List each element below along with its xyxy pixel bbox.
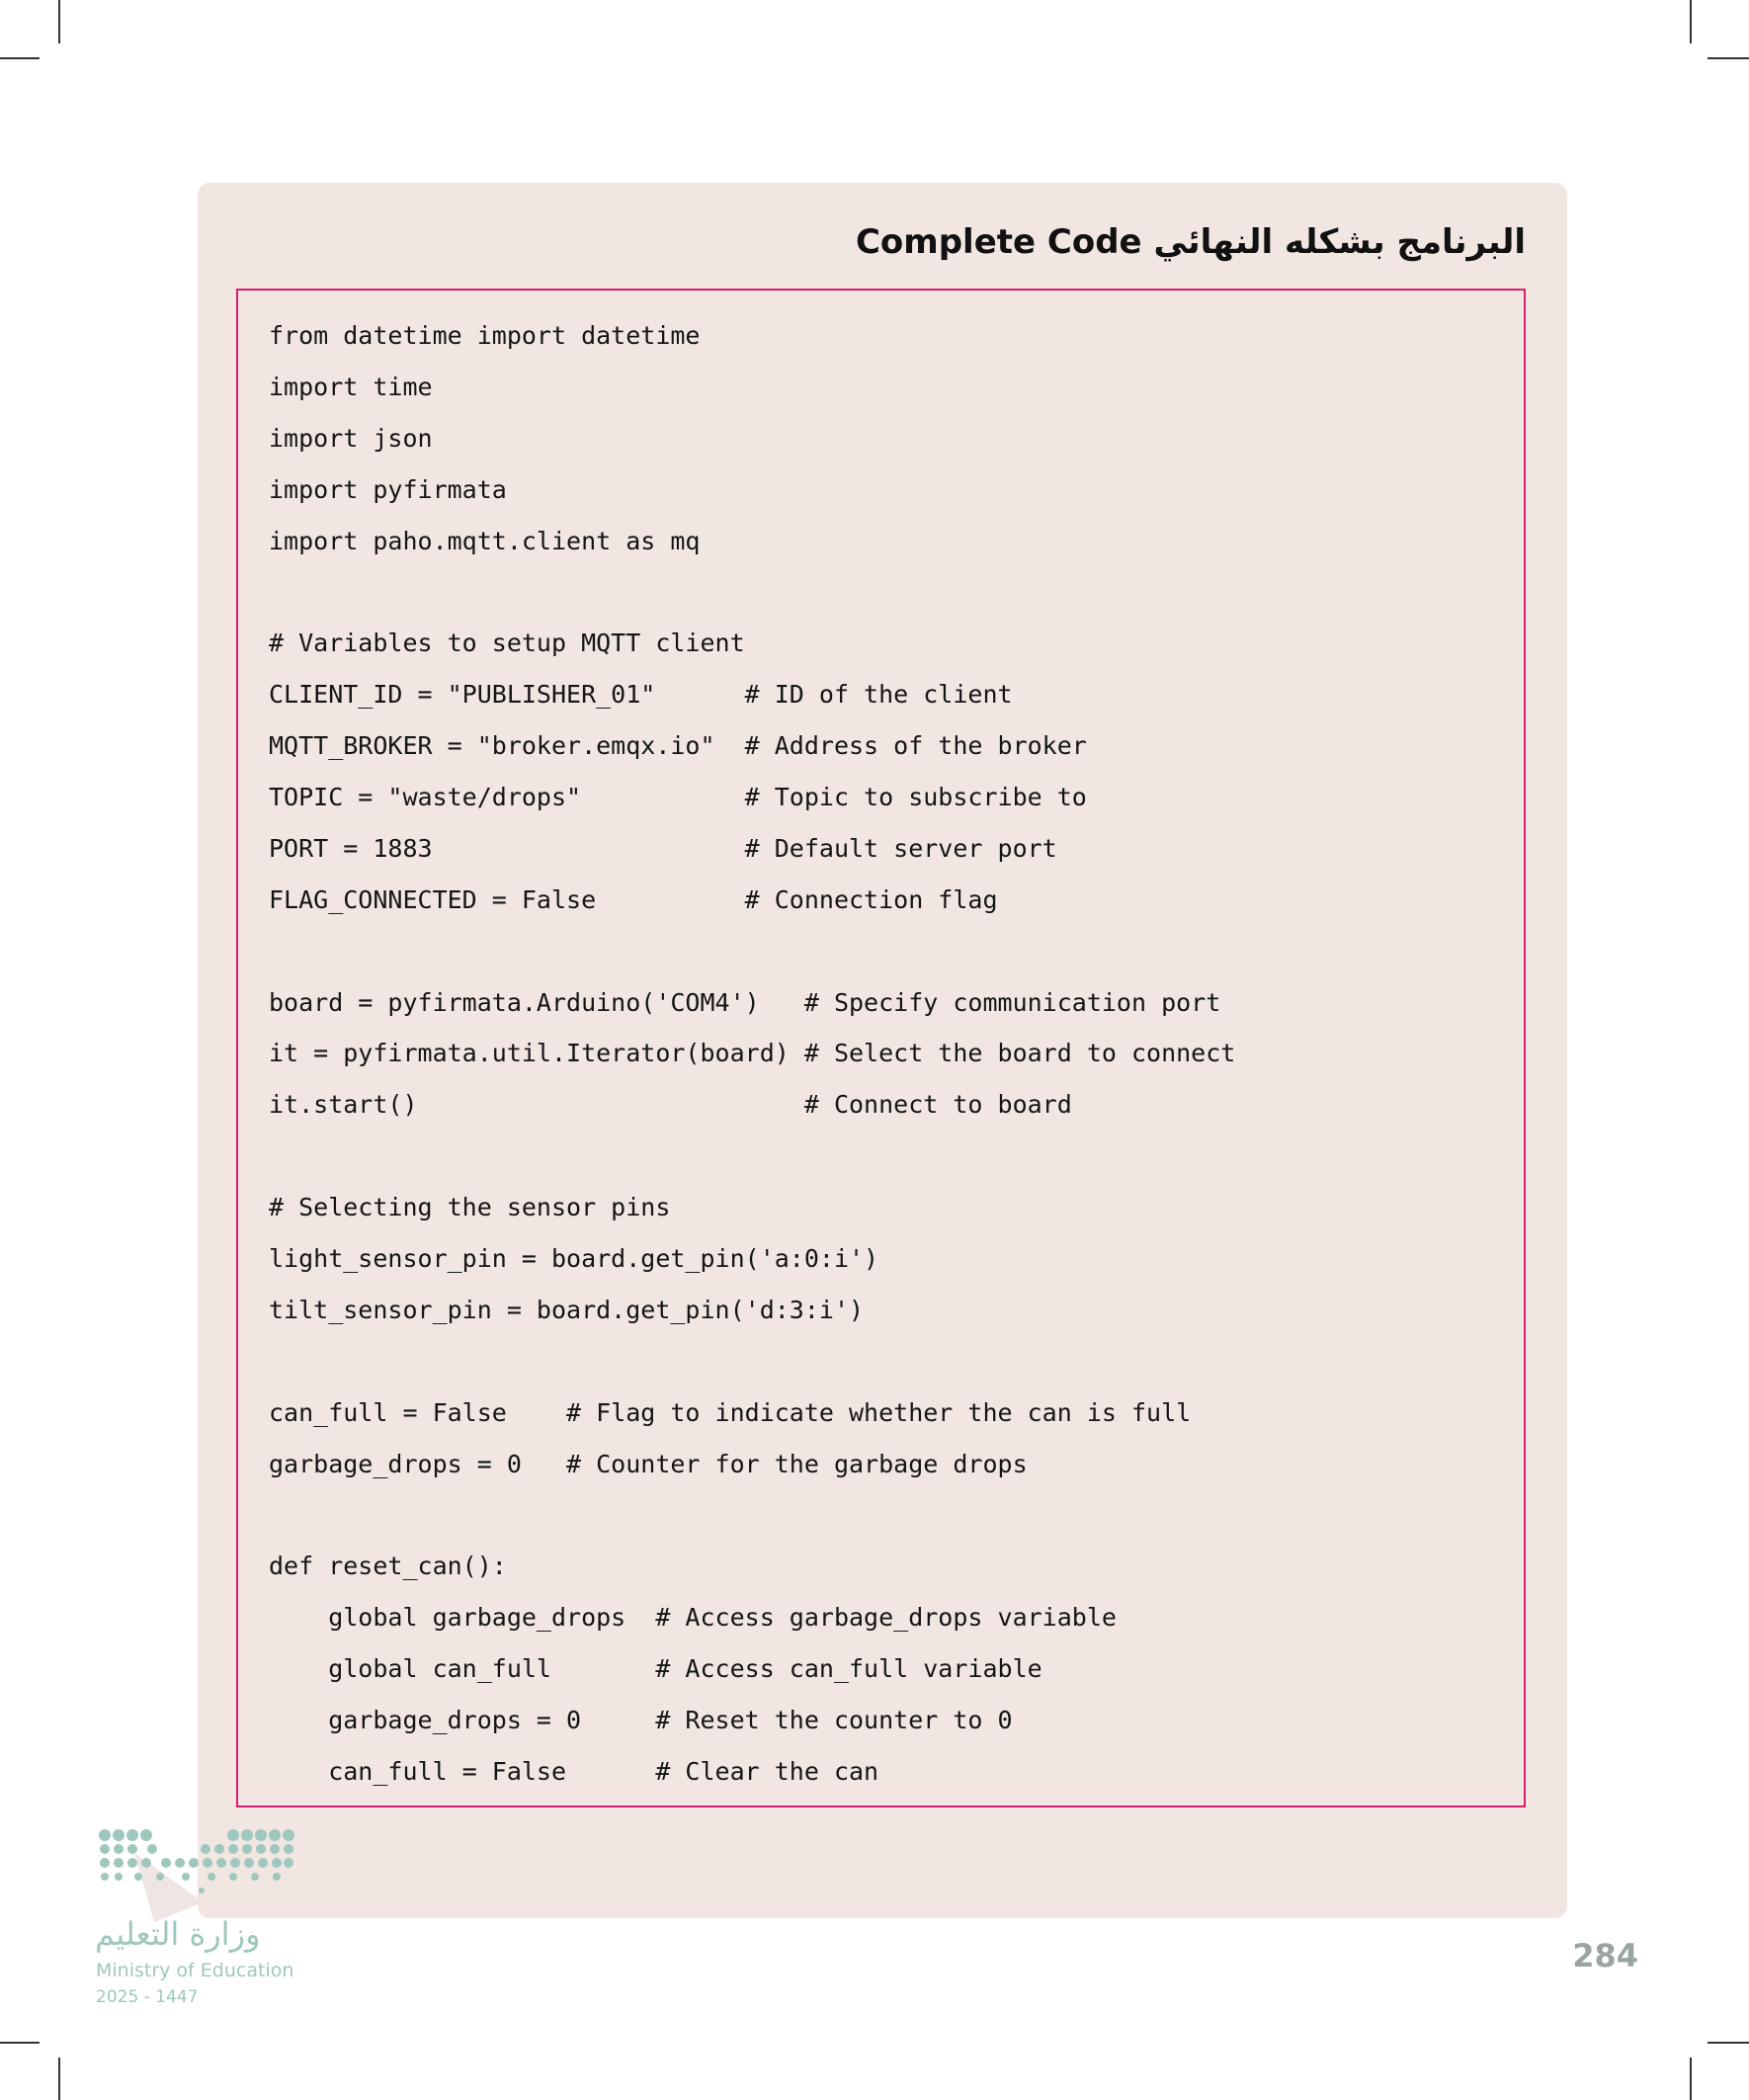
- code-line: # Selecting the sensor pins: [269, 1193, 671, 1222]
- page-number: 284: [1572, 1937, 1638, 1974]
- logo-dot: [283, 1829, 294, 1841]
- logo-dot: [199, 1888, 205, 1893]
- crop-mark: [0, 57, 40, 59]
- code-line: import time: [269, 372, 433, 401]
- code-line: # Variables to setup MQTT client: [269, 629, 745, 658]
- logo-dot: [229, 1873, 237, 1881]
- crop-mark: [1690, 2058, 1692, 2100]
- logo-dot: [100, 1858, 110, 1868]
- logo-dot: [147, 1844, 157, 1854]
- logo-dot: [101, 1873, 109, 1881]
- logo-dot: [208, 1873, 215, 1881]
- code-line: import pyfirmata: [269, 474, 507, 504]
- logo-dot: [126, 1829, 138, 1841]
- code-line: it = pyfirmata.util.Iterator(board) # Select the board to connect: [269, 1039, 1236, 1068]
- logo-dot: [115, 1873, 123, 1881]
- code-line: garbage_drops = 0 # Counter for the garbage drops: [269, 1449, 1028, 1478]
- logo-dot: [251, 1873, 259, 1881]
- logo-dot: [127, 1858, 137, 1868]
- code-line: PORT = 1883 # Default server port: [269, 833, 1057, 863]
- logo-dot: [189, 1858, 199, 1868]
- logo-dot: [244, 1858, 254, 1868]
- logo-year: 2025 - 1447: [96, 1987, 199, 2007]
- logo-arabic-text: وزارة التعليم: [95, 1915, 261, 1953]
- code-line: global garbage_drops # Access garbage_drops variable: [269, 1603, 1117, 1633]
- code-line: import json: [269, 423, 433, 453]
- code-line: [269, 566, 1235, 618]
- code-line: [269, 1489, 1235, 1541]
- code-line: board = pyfirmata.Arduino('COM4') # Specify communication port: [269, 987, 1221, 1017]
- crop-mark: [58, 0, 60, 43]
- logo-dot: [273, 1873, 281, 1881]
- logo-dot: [270, 1844, 280, 1854]
- code-line: it.start() # Connect to board: [269, 1090, 1072, 1120]
- logo-dot: [114, 1858, 124, 1868]
- logo-dot: [99, 1829, 111, 1841]
- code-line: TOPIC = "waste/drops" # Topic to subscribe to: [269, 783, 1087, 812]
- heading-english: Complete Code: [855, 222, 1142, 262]
- logo-dot: [284, 1844, 293, 1854]
- code-line: FLAG_CONNECTED = False # Connection flag: [269, 884, 998, 914]
- logo-dot: [255, 1829, 267, 1841]
- logo-dot: [203, 1858, 212, 1868]
- crop-mark: [58, 2058, 60, 2100]
- logo-dot: [216, 1858, 226, 1868]
- logo-dot: [242, 1844, 252, 1854]
- code-line: def reset_can():: [269, 1552, 507, 1581]
- code-line: [269, 1131, 1235, 1182]
- logo-dot: [269, 1829, 281, 1841]
- code-line: import paho.mqtt.client as mq: [269, 526, 701, 555]
- code-listing: [269, 310, 1235, 1798]
- code-panel: [198, 183, 1567, 1918]
- code-line: global can_full # Access can_full variable: [269, 1654, 1042, 1684]
- code-line: from datetime import datetime: [269, 321, 701, 350]
- code-line: CLIENT_ID = "PUBLISHER_01" # ID of the client: [269, 680, 1013, 710]
- crop-mark: [0, 2042, 40, 2044]
- logo-dot: [114, 1844, 124, 1854]
- logo-dot: [284, 1858, 293, 1868]
- logo-dot: [201, 1844, 210, 1854]
- code-line: can_full = False # Flag to indicate whether the can is full: [269, 1397, 1192, 1427]
- logo-dot: [258, 1858, 268, 1868]
- heading-arabic: البرنامج بشكله النهائي: [1153, 222, 1526, 262]
- logo-dot: [228, 1844, 238, 1854]
- section-heading: [856, 222, 1526, 262]
- crop-mark: [1707, 2042, 1749, 2044]
- logo-dot: [175, 1858, 185, 1868]
- code-line: [269, 926, 1235, 977]
- logo-dot: [140, 1829, 152, 1841]
- logo-dot: [156, 1873, 164, 1881]
- logo-dot: [182, 1873, 190, 1881]
- logo-dot: [134, 1873, 142, 1881]
- logo-dot: [141, 1858, 151, 1868]
- logo-dot: [272, 1858, 282, 1868]
- code-box: [236, 289, 1526, 1807]
- logo-dot: [127, 1844, 137, 1854]
- code-line: MQTT_BROKER = "broker.emqx.io" # Address of the broker: [269, 731, 1087, 761]
- logo-dot: [214, 1844, 224, 1854]
- code-line: garbage_drops = 0 # Reset the counter to 0: [269, 1706, 1013, 1735]
- logo-english-text: Ministry of Education: [96, 1960, 294, 1981]
- logo-dot: [230, 1858, 240, 1868]
- logo-dot: [100, 1844, 110, 1854]
- crop-mark: [1707, 57, 1749, 59]
- code-line: light_sensor_pin = board.get_pin('a:0:i'): [269, 1244, 879, 1274]
- logo-dot: [227, 1829, 239, 1841]
- code-line: tilt_sensor_pin = board.get_pin('d:3:i'): [269, 1295, 865, 1324]
- crop-mark: [1690, 0, 1692, 43]
- logo-dot: [256, 1844, 266, 1854]
- logo-dot: [113, 1829, 125, 1841]
- code-line: [269, 1336, 1235, 1387]
- logo-dot: [241, 1829, 253, 1841]
- logo-dot: [161, 1858, 171, 1868]
- code-line: can_full = False # Clear the can: [269, 1756, 879, 1786]
